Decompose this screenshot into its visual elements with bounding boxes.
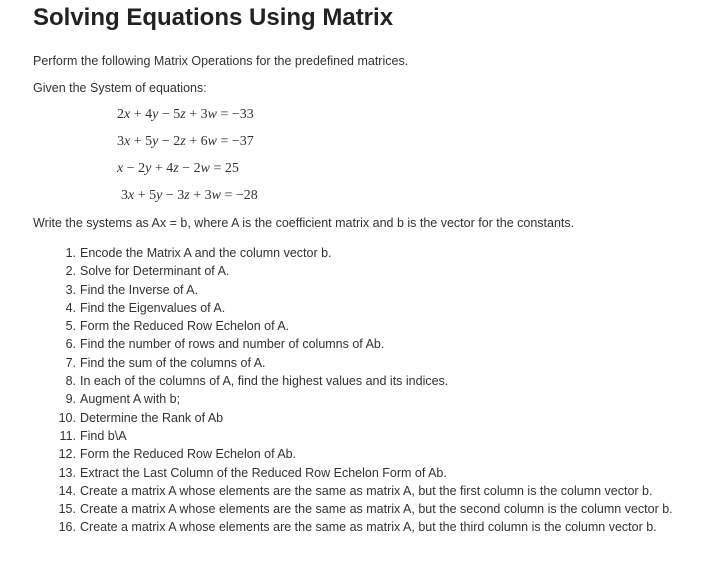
list-item-text: Find the Eigenvalues of A. <box>80 300 226 315</box>
list-item-number: 4. <box>65 300 76 315</box>
list-item-number: 7. <box>65 355 76 370</box>
list-item-text: Form the Reduced Row Echelon of A. <box>80 319 290 334</box>
list-item-text: Form the Reduced Row Echelon of Ab. <box>80 447 297 462</box>
list-item-text: Encode the Matrix A and the column vector b. <box>80 246 332 260</box>
list-item-number: 13. <box>58 465 76 480</box>
equation-3: x − 2y + 4z − 2w = 25 <box>117 161 239 176</box>
list-item-text: Extract the Last Column of the Reduced Row Echelon Form of Ab. <box>80 465 447 480</box>
list-item-number: 15. <box>58 502 76 517</box>
list-item-number: 9. <box>65 392 76 407</box>
list-item-text: Solve for Determinant of A. <box>80 264 230 279</box>
page-title: Solving Equations Using Matrix <box>33 4 394 31</box>
list-item-text: Determine the Rank of Ab <box>80 410 224 425</box>
instruction-text: Write the systems as Ax = b, where A is the coefficient matrix and b is the vector for the constants. <box>33 216 575 230</box>
list-item-text: In each of the columns of A, find the highest values and its indices. <box>80 374 449 389</box>
list-item-number: 1. <box>65 246 76 260</box>
list-item-number: 3. <box>65 282 76 297</box>
list-item-text: Create a matrix A whose elements are the same as matrix A, but the third column is the column vector b. <box>80 520 657 535</box>
list-item-text: Create a matrix A whose elements are the same as matrix A, but the second column is the column vector b. <box>80 502 673 517</box>
list-item-number: 5. <box>65 319 76 334</box>
list-item-text: Find the sum of the columns of A. <box>80 355 266 370</box>
given-text: Given the System of equations: <box>33 81 207 95</box>
intro-text: Perform the following Matrix Operations for the predefined matrices. <box>33 54 409 68</box>
equation-4: 3x + 5y − 3z + 3w = −28 <box>121 188 258 203</box>
list-item-text: Create a matrix A whose elements are the same as matrix A, but the first column is the column vector b. <box>80 483 653 498</box>
list-item-text: Augment A with b; <box>80 392 181 407</box>
list-item-number: 6. <box>65 337 76 352</box>
list-item-number: 11. <box>59 428 76 443</box>
equation-2: 3x + 5y − 2z + 6w = −37 <box>117 134 254 149</box>
list-item-number: 12. <box>58 447 76 462</box>
list-item-text: Find b\A <box>80 428 127 443</box>
list-item-number: 10. <box>58 410 76 425</box>
list-item-text: Find the Inverse of A. <box>80 282 199 297</box>
list-item-text: Find the number of rows and number of columns of Ab. <box>80 337 385 352</box>
equation-1: 2x + 4y − 5z + 3w = −33 <box>117 107 254 122</box>
list-item-number: 2. <box>65 264 76 279</box>
list-item-number: 16. <box>58 520 76 535</box>
list-item-number: 14. <box>58 483 76 498</box>
list-item-number: 8. <box>65 374 76 389</box>
